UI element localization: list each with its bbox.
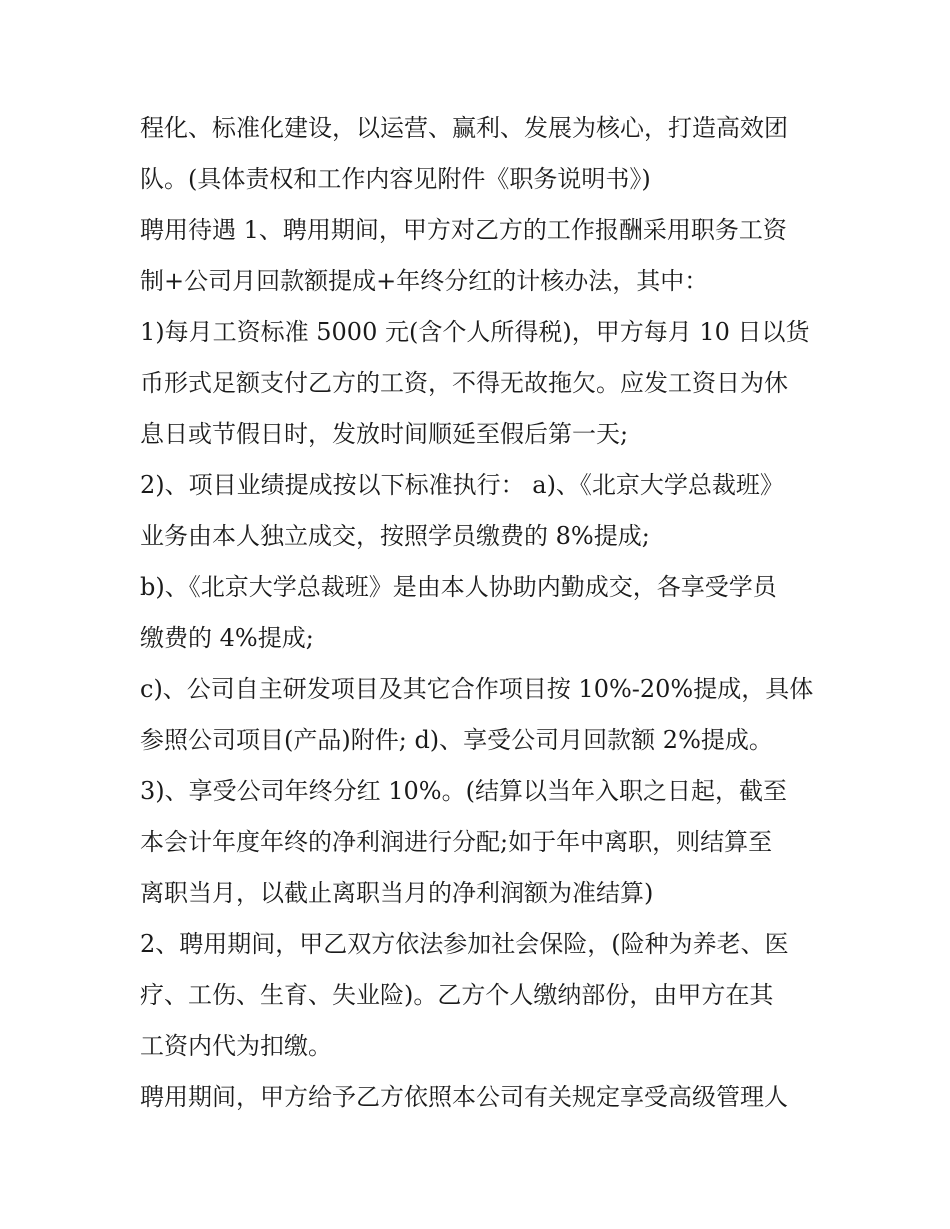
text-line: 离职当月，以截止离职当月的净利润额为准结算) [140, 879, 654, 907]
text-line: 息日或节假日时，发放时间顺延至假后第一天; [140, 420, 629, 448]
text-line: 聘用期间，甲方给予乙方依照本公司有关规定享受高级管理人 [140, 1083, 788, 1111]
text-line: 3)、享受公司年终分红 10%。(结算以当年入职之日起，截至 [140, 777, 787, 805]
text-line: 参照公司项目(产品)附件; d)、享受公司月回款额 2%提成。 [140, 726, 773, 754]
text-line: 币形式足额支付乙方的工资，不得无故拖欠。应发工资日为休 [140, 369, 788, 397]
text-line: 业务由本人独立成交，按照学员缴费的 8%提成; [140, 522, 650, 550]
document-body [140, 103, 820, 1123]
text-line: 程化、标准化建设，以运营、赢利、发展为核心，打造高效团 [140, 114, 788, 142]
text-line: 2、聘用期间，甲乙双方依法参加社会保险，(险种为养老、医 [140, 930, 789, 958]
text-line: 1)每月工资标准 5000 元(含个人所得税)，甲方每月 10 日以货 [140, 318, 810, 346]
text-line: 队。(具体责权和工作内容见附件《职务说明书》) [140, 165, 651, 193]
text-line: 2)、项目业绩提成按以下标准执行： a)、《北京大学总裁班》 [140, 471, 784, 499]
text-line: c)、公司自主研发项目及其它合作项目按 10%-20%提成，具体 [140, 675, 814, 703]
text-line: 制+公司月回款额提成+年终分红的计核办法，其中： [140, 267, 709, 295]
text-line: 聘用待遇 1、聘用期间，甲方对乙方的工作报酬采用职务工资 [140, 216, 787, 244]
text-line: 工资内代为扣缴。 [140, 1032, 332, 1060]
text-line: 本会计年度年终的净利润进行分配;如于年中离职，则结算至 [140, 828, 773, 856]
text-line: 疗、工伤、生育、失业险)。乙方个人缴纳部份，由甲方在其 [140, 981, 774, 1009]
text-line: b)、《北京大学总裁班》是由本人协助内勤成交，各享受学员 [140, 573, 777, 601]
text-line: 缴费的 4%提成; [140, 624, 314, 652]
